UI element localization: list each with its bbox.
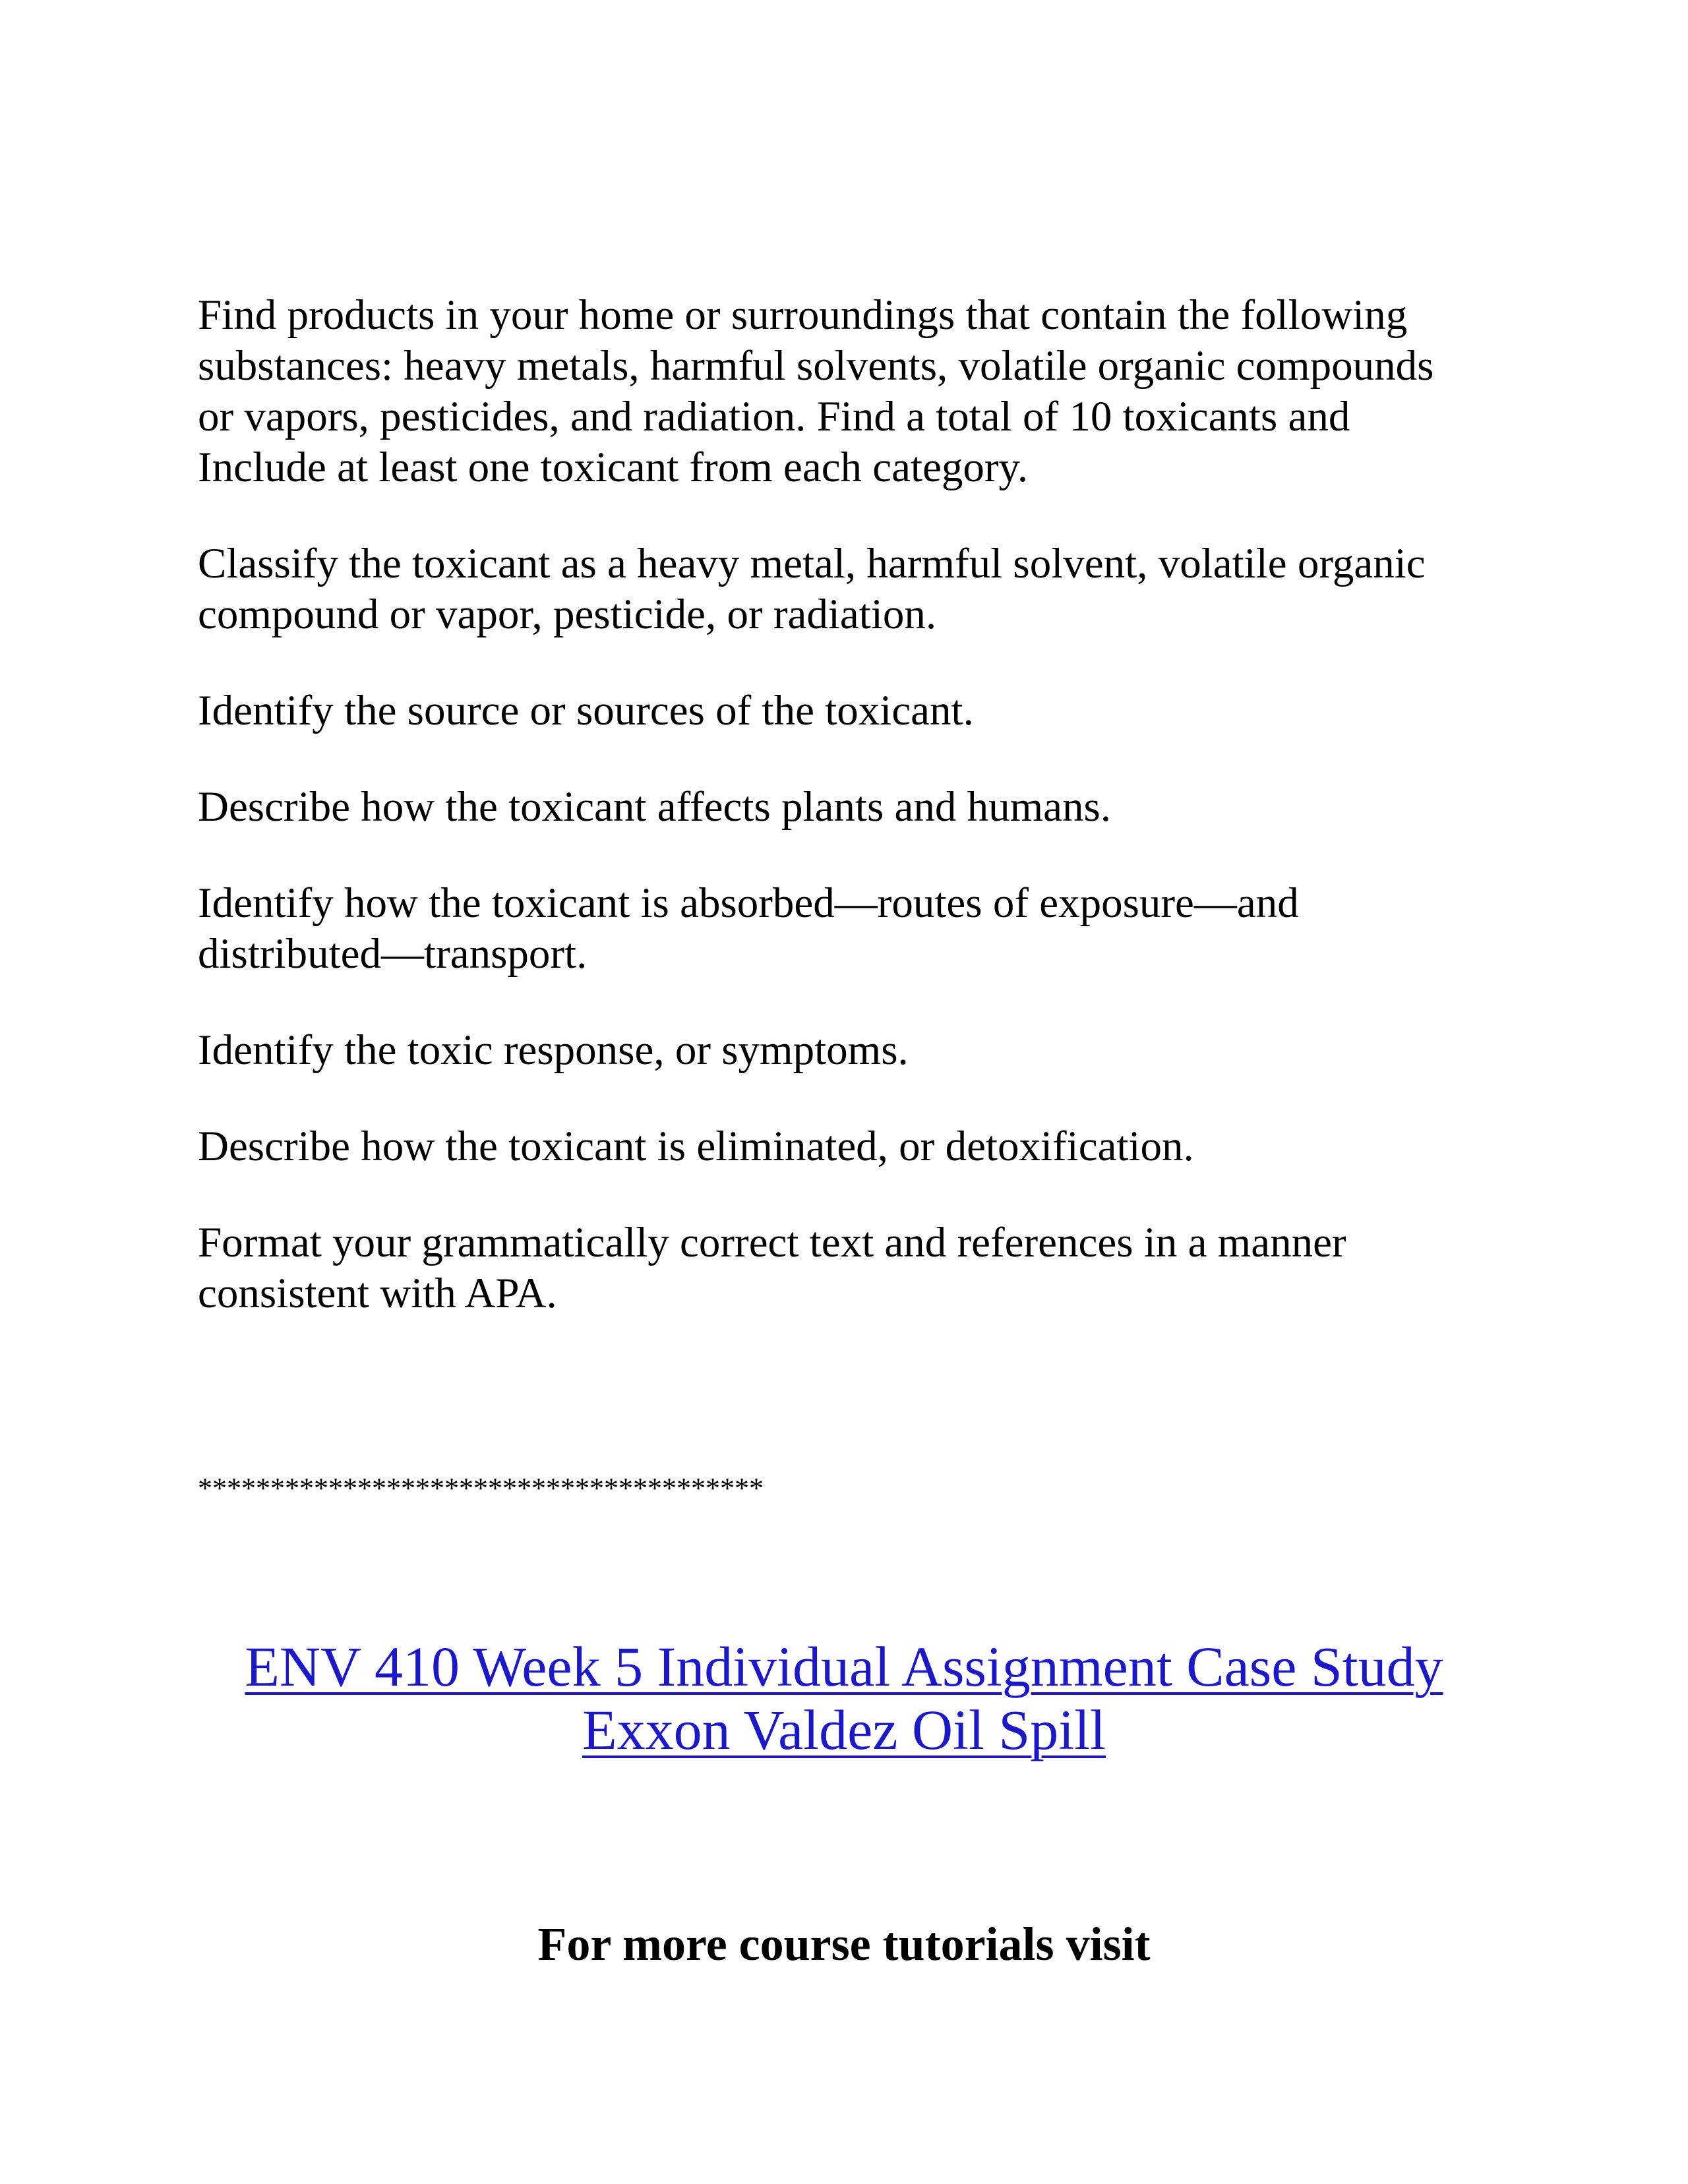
paragraph-source xyxy=(198,686,1517,736)
assignment-link-line2: Exxon Valdez Oil Spill xyxy=(582,1698,1106,1761)
asterisk-separator: *************************************** xyxy=(198,1472,764,1504)
paragraph-classify xyxy=(198,539,1517,640)
paragraph-gap xyxy=(198,493,1517,539)
paragraph-gap xyxy=(198,980,1517,1025)
text-line: Describe how the toxicant affects plants and humans. xyxy=(198,783,1112,831)
text-line: Classify the toxicant as a heavy metal, harmful solvent, volatile organic xyxy=(198,540,1426,587)
paragraph-gap xyxy=(198,833,1517,878)
footer-heading: For more course tutorials visit xyxy=(537,1918,1151,1970)
text-line: Describe how the toxicant is eliminated, or detoxification. xyxy=(198,1123,1194,1170)
assignment-link-block xyxy=(0,1635,1688,1761)
paragraph-symptoms xyxy=(198,1025,1517,1076)
text-line: distributed—transport. xyxy=(198,930,588,978)
paragraph-gap xyxy=(198,640,1517,686)
assignment-link-line1: ENV 410 Week 5 Individual Assignment Case Study xyxy=(245,1635,1443,1698)
paragraph-effects xyxy=(198,782,1517,833)
assignment-instructions xyxy=(198,290,1517,1319)
text-line: Identify the source or sources of the toxicant. xyxy=(198,687,974,734)
text-line: Include at least one toxicant from each category. xyxy=(198,444,1029,491)
text-line: compound or vapor, pesticide, or radiation. xyxy=(198,591,937,638)
text-line: or vapors, pesticides, and radiation. Find a total of 10 toxicants and xyxy=(198,393,1350,440)
assignment-link[interactable] xyxy=(245,1635,1443,1761)
paragraph-gap xyxy=(198,1172,1517,1218)
text-line: consistent with APA. xyxy=(198,1270,557,1317)
text-line: Format your grammatically correct text and references in a manner xyxy=(198,1219,1346,1266)
text-line: Find products in your home or surroundings that contain the following xyxy=(198,291,1408,339)
text-line: substances: heavy metals, harmful solvents, volatile organic compounds xyxy=(198,342,1434,390)
paragraph-absorption xyxy=(198,878,1517,980)
paragraph-gap xyxy=(198,1076,1517,1121)
paragraph-find-products xyxy=(198,290,1517,493)
text-line: Identify the toxic response, or symptoms. xyxy=(198,1026,909,1074)
paragraph-gap xyxy=(198,736,1517,782)
paragraph-format xyxy=(198,1218,1517,1319)
text-line: Identify how the toxicant is absorbed—routes of exposure—and xyxy=(198,879,1299,927)
paragraph-elimination xyxy=(198,1121,1517,1172)
